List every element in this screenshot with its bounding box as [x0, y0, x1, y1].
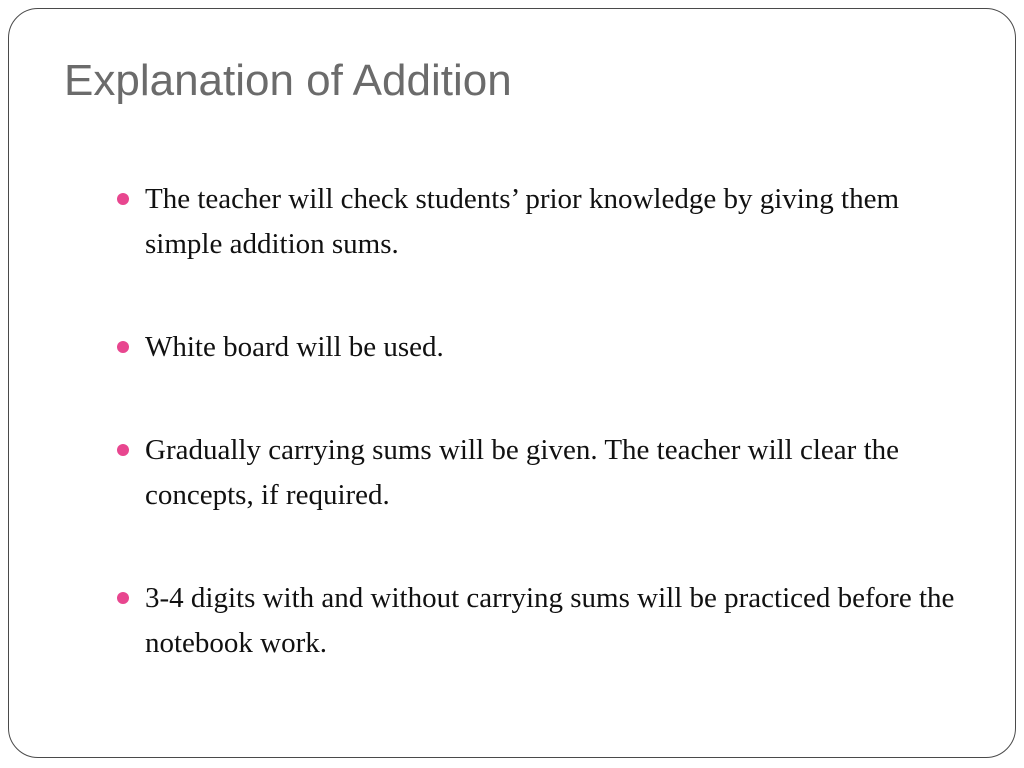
bullet-item [115, 177, 975, 267]
bullet-dot-icon [117, 341, 129, 353]
bullet-text: The teacher will check students’ prior knowledge by giving them simple addition sums. [145, 183, 900, 260]
bullet-dot-icon [117, 193, 129, 205]
bullet-list [115, 177, 975, 666]
bullet-text: Gradually carrying sums will be given. The teacher will clear the concepts, if required. [145, 434, 899, 511]
bullet-text: White board will be used. [145, 331, 444, 363]
bullet-item [115, 576, 975, 666]
bullet-item [115, 325, 975, 370]
slide-title: Explanation of Addition [64, 56, 512, 105]
bullet-item [115, 428, 975, 518]
slide-frame [8, 8, 1016, 758]
bullet-dot-icon [117, 592, 129, 604]
bullet-text: 3-4 digits with and without carrying sums will be practiced before the notebook work. [145, 582, 955, 659]
bullet-dot-icon [117, 444, 129, 456]
